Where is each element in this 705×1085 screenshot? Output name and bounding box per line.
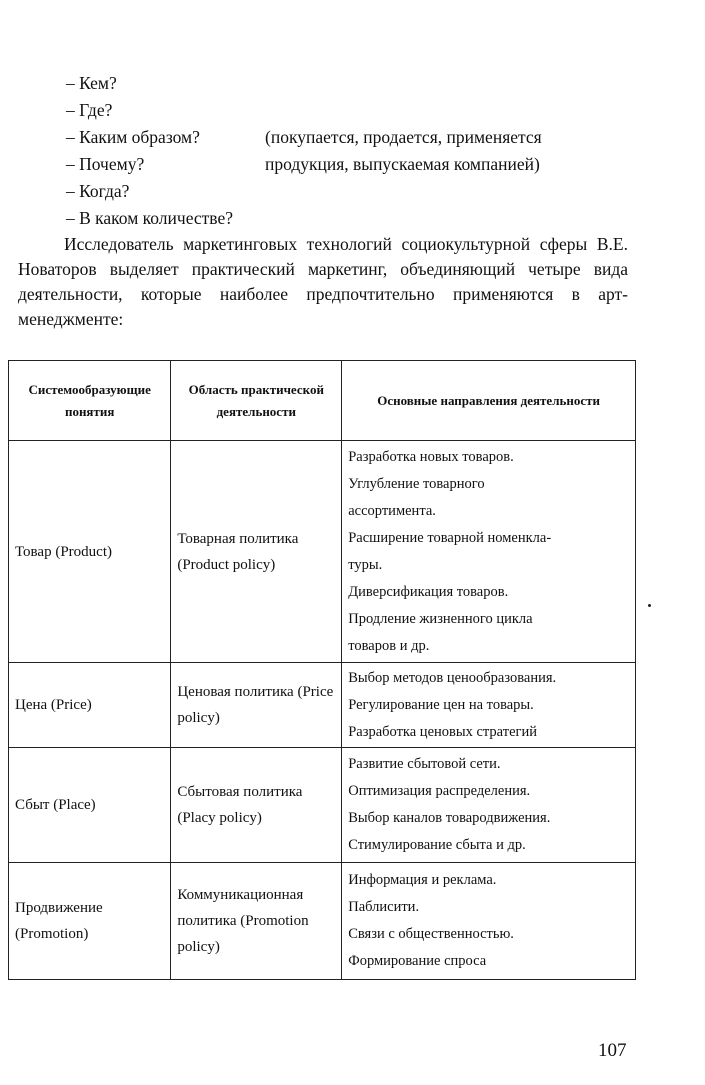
direction-item: Оптимизация распределения. [348,783,531,799]
header-area: Область практической деятельности [171,361,342,441]
question-item [66,151,646,178]
policy-cell: Ценовая политика (Price policy) [171,663,342,748]
table-row [9,863,636,980]
direction-item: Расширение товарной номенкла- [348,529,552,546]
direction-item: Выбор методов ценообразования. [348,669,557,686]
question-text: – Где? [66,100,113,120]
directions-cell [342,441,636,663]
table-row [9,441,636,663]
table-row [9,748,636,863]
question-text: – В каком количестве? [66,208,234,228]
page-number: 107 [598,1040,627,1061]
policy-cell: Коммуникационная политика (Promotion policy) [171,863,342,980]
direction-item: Формирование спроса [348,953,487,969]
directions-cell [342,863,636,980]
direction-item: товаров и др. [348,637,430,654]
question-item [66,70,646,97]
direction-item: Диверсификация товаров. [348,583,509,600]
body-paragraph: Исследователь маркетинговых технологий социокультурной сферы В.Е. Новаторов выделяет практический маркетинг, объединяющий четыре вида деятельности, которые наиболее предпочтительно применяются в арт-менеджменте: [18,234,628,329]
policy-cell: Товарная политика (Product policy) [171,441,342,663]
direction-item: ассортимента. [348,502,436,519]
direction-item: Связи с общественностью. [348,926,514,942]
question-aside: (покупается, продается, применяется [265,127,542,147]
question-item [66,97,646,124]
directions-cell [342,663,636,748]
directions-cell [342,748,636,863]
direction-item: Продление жизненного цикла [348,610,533,627]
direction-item: Регулирование цен на товары. [348,696,534,713]
concept-cell: Сбыт (Place) [9,748,171,863]
direction-item: туры. [348,556,383,573]
direction-item: Развитие сбытовой сети. [348,756,501,772]
question-text: – Когда? [66,181,130,201]
question-aside: продукция, выпускаемая компанией) [265,154,540,174]
question-item [66,124,646,151]
question-list [66,70,646,232]
question-text: – Кем? [66,73,117,93]
table-row [9,663,636,748]
header-directions: Основные направления деятельности [342,361,636,441]
direction-item: Паблисити. [348,899,420,915]
question-item [66,178,646,205]
direction-item: Выбор каналов товародвижения. [348,810,551,826]
direction-item: Разработка ценовых стратегий [348,723,537,740]
marketing-table [8,360,636,980]
question-text: – Каким образом? [66,127,200,147]
header-concepts: Системообразующие понятия [9,361,171,441]
direction-item: Углубление товарного [348,475,485,492]
question-text: – Почему? [66,154,145,174]
concept-cell: Товар (Product) [9,441,171,663]
direction-item: Разработка новых товаров. [348,448,514,465]
concept-cell: Цена (Price) [9,663,171,748]
table-header-row [9,361,636,441]
direction-item: Стимулирование сбыта и др. [348,837,526,853]
question-item [66,205,646,232]
policy-cell: Сбытовая политика (Placy policy) [171,748,342,863]
scan-speck [648,604,651,607]
concept-cell: Продвижение (Promotion) [9,863,171,980]
direction-item: Информация и реклама. [348,872,497,888]
